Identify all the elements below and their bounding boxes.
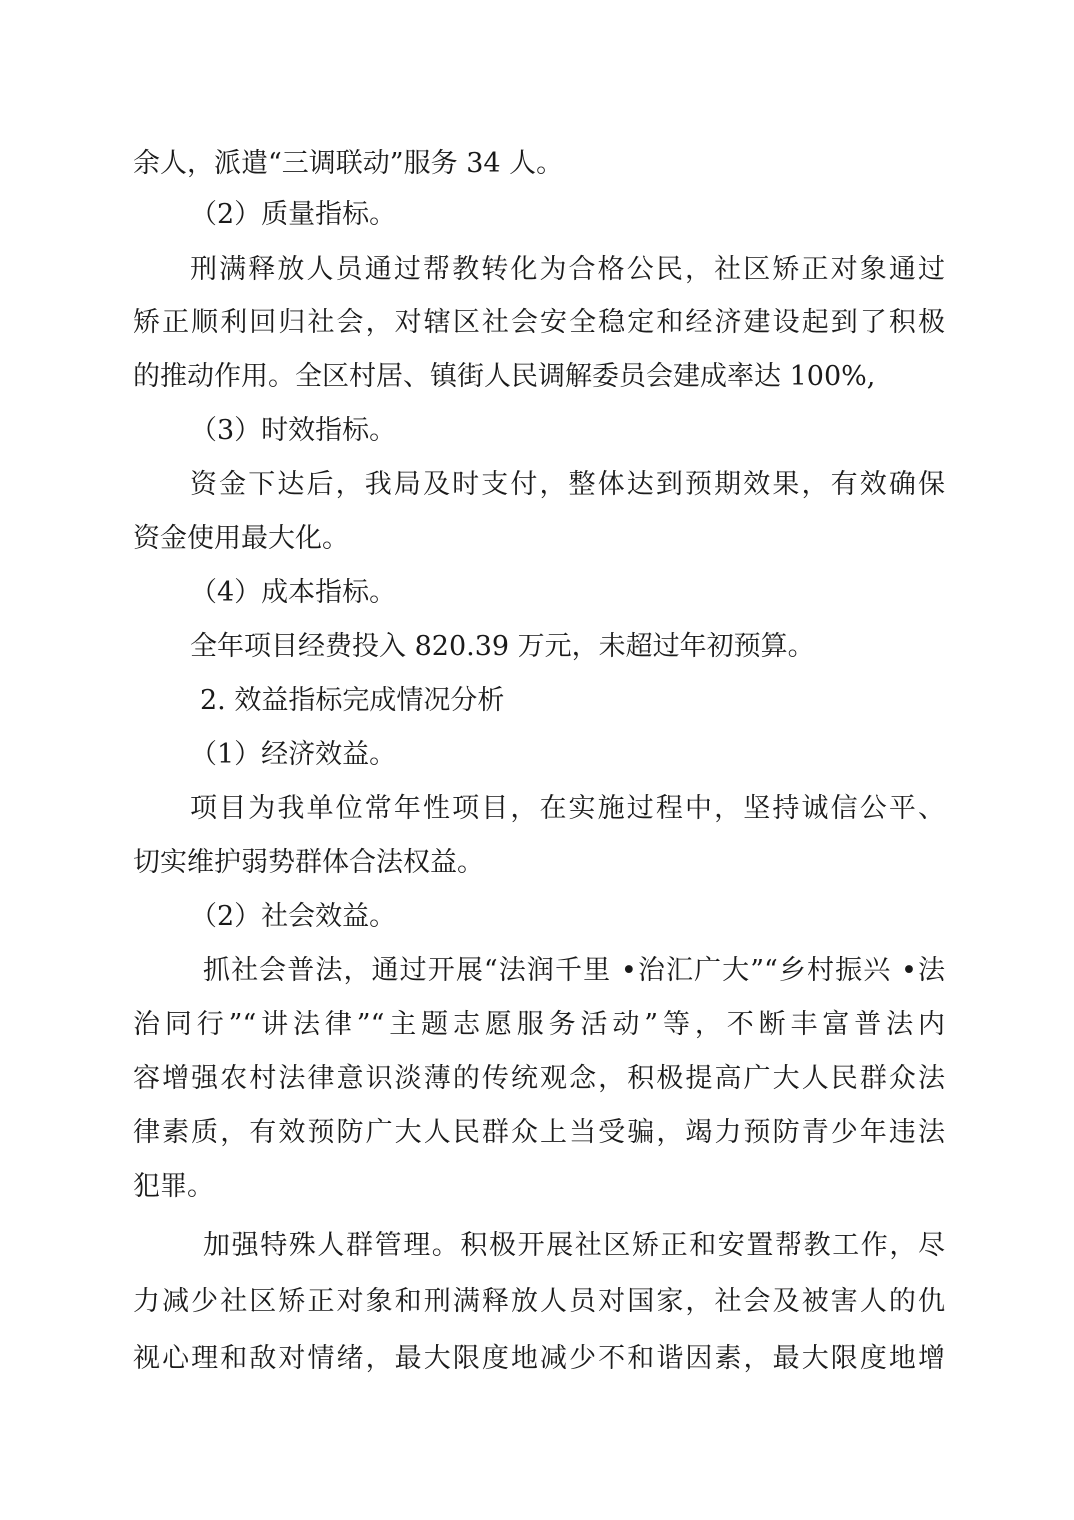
heading-benefit-analysis: 2. 效益指标完成情况分析: [200, 685, 505, 716]
text-line-3: 刑满释放人员通过帮教转化为合格公民，社区矫正对象通过: [190, 254, 945, 285]
text-line-1: 余人，派遣“三调联动”服务 34 人。: [133, 148, 564, 179]
text-line-5: 的推动作用。全区村居、镇街人民调解委员会建成率达 100%,: [133, 361, 876, 392]
heading-cost-indicator: （4）成本指标。: [190, 577, 397, 608]
text-line-10: 全年项目经费投入 820.39 万元，未超过年初预算。: [190, 631, 815, 662]
text-line-18: 容增强农村法律意识淡薄的传统观念，积极提高广大人民群众法: [133, 1063, 945, 1094]
heading-social-benefit: （2）社会效益。: [190, 901, 397, 932]
text-line-23: 视心理和敌对情绪，最大限度地减少不和谐因素，最大限度地增: [133, 1343, 945, 1374]
text-line-16: 抓社会普法，通过开展“法润千里 •治汇广大”“乡村振兴 •法: [203, 955, 945, 986]
heading-timeliness-indicator: （3）时效指标。: [190, 415, 397, 446]
text-line-20: 犯罪。: [133, 1171, 214, 1202]
text-line-22: 力减少社区矫正对象和刑满释放人员对国家，社会及被害人的仇: [133, 1286, 945, 1317]
text-line-19: 律素质，有效预防广大人民群众上当受骗，竭力预防青少年违法: [133, 1117, 945, 1148]
heading-economic-benefit: （1）经济效益。: [190, 739, 397, 770]
text-line-8: 资金使用最大化。: [133, 523, 349, 554]
text-line-17: 治同行”“讲法律”“主题志愿服务活动”等，不断丰富普法内: [133, 1009, 945, 1040]
text-line-13: 项目为我单位常年性项目，在实施过程中，坚持诚信公平、: [190, 793, 945, 824]
text-line-7: 资金下达后，我局及时支付，整体达到预期效果，有效确保: [190, 469, 945, 500]
text-line-21: 加强特殊人群管理。积极开展社区矫正和安置帮教工作，尽: [203, 1230, 945, 1261]
text-line-14: 切实维护弱势群体合法权益。: [133, 847, 484, 878]
text-line-4: 矫正顺利回归社会，对辖区社会安全稳定和经济建设起到了积极: [133, 307, 945, 338]
heading-quality-indicator: （2）质量指标。: [190, 199, 397, 230]
